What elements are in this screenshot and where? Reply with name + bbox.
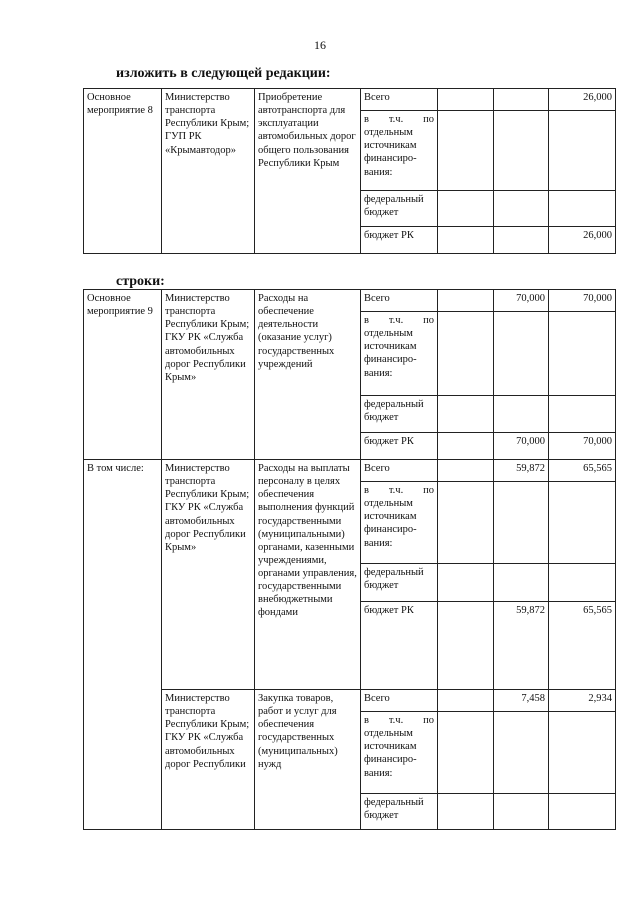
amount-cell [438, 396, 494, 433]
amount-cell [494, 227, 549, 254]
federal-label: федеральный бюджет [361, 564, 438, 602]
amount-cell [494, 482, 549, 564]
amount-cell [494, 794, 549, 830]
amount-cell: 7,458 [494, 690, 549, 712]
total-label: Всего [361, 290, 438, 312]
executor-cell: Министерство транспорта Республики Крым; ГУП РК «Крымавтодор» [162, 89, 255, 254]
amount-cell [438, 564, 494, 602]
amount-cell [549, 482, 616, 564]
rk-label: бюджет РК [361, 433, 438, 460]
amount-cell [438, 227, 494, 254]
description-cell: Закупка товаров, работ и услуг для обеспечения государственных (муниципальных) нужд [255, 690, 361, 830]
amount-cell [549, 564, 616, 602]
heading-new-edition: изложить в следующей редакции: [116, 66, 331, 81]
amount-cell [494, 712, 549, 794]
federal-label: федеральный бюджет [361, 794, 438, 830]
amount-cell [549, 312, 616, 396]
amount-cell [438, 690, 494, 712]
amount-cell [549, 191, 616, 227]
federal-label: федеральный бюджет [361, 191, 438, 227]
rk-label: бюджет РК [361, 227, 438, 254]
amount-cell: 26,000 [549, 227, 616, 254]
amount-cell [438, 290, 494, 312]
amount-cell: 65,565 [549, 460, 616, 482]
executor-cell: Министерство транспорта Республики Крым; ГКУ РК «Служба автомобильных дорог Республики [162, 690, 255, 830]
amount-cell: 59,872 [494, 460, 549, 482]
amount-cell [549, 794, 616, 830]
amount-cell [438, 312, 494, 396]
amount-cell: 26,000 [549, 89, 616, 111]
amount-cell [438, 602, 494, 690]
amount-cell [494, 564, 549, 602]
amount-cell: 70,000 [494, 290, 549, 312]
event-cell: Основное мероприятие 8 [84, 89, 162, 254]
amount-cell: 65,565 [549, 602, 616, 690]
amount-cell [438, 433, 494, 460]
by-sources-label: в т.ч. по отдельным источникам финансиро-вания: [361, 482, 438, 564]
amount-cell [549, 712, 616, 794]
amount-cell: 70,000 [549, 433, 616, 460]
total-label: Всего [361, 89, 438, 111]
amount-cell [438, 460, 494, 482]
amount-cell [438, 89, 494, 111]
amount-cell: 70,000 [494, 433, 549, 460]
description-cell: Расходы на выплаты персоналу в целях обеспечения выполнения функций государственными (муниципальными) органами, казенными учреждениями, органами управления, государственными внебюджетными фондами [255, 460, 361, 690]
executor-cell: Министерство транспорта Республики Крым; ГКУ РК «Служба автомобильных дорог Республики Крым» [162, 460, 255, 690]
event-cell: В том числе: [84, 460, 162, 830]
amount-cell [438, 111, 494, 191]
by-sources-label: в т.ч. по отдельным источникам финансиро-вания: [361, 111, 438, 191]
page-number: 16 [314, 38, 326, 52]
by-sources-label: в т.ч. по отдельным источникам финансиро-вания: [361, 312, 438, 396]
amount-cell [494, 396, 549, 433]
amount-cell: 2,934 [549, 690, 616, 712]
amount-cell [438, 712, 494, 794]
description-cell: Приобретение автотранспорта для эксплуатации автомобильных дорог общего пользования Республики Крым [255, 89, 361, 254]
amount-cell [494, 312, 549, 396]
executor-cell: Министерство транспорта Республики Крым; ГКУ РК «Служба автомобильных дорог Республики Крым» [162, 290, 255, 460]
total-label: Всего [361, 460, 438, 482]
amount-cell: 70,000 [549, 290, 616, 312]
heading-rows: строки: [116, 274, 165, 289]
budget-table-2 [83, 289, 616, 830]
amount-cell [549, 111, 616, 191]
amount-cell [494, 191, 549, 227]
amount-cell [494, 89, 549, 111]
event-cell: Основное мероприятие 9 [84, 290, 162, 460]
amount-cell [549, 396, 616, 433]
federal-label: федеральный бюджет [361, 396, 438, 433]
budget-table-1 [83, 88, 616, 254]
amount-cell [438, 794, 494, 830]
amount-cell [494, 111, 549, 191]
description-cell: Расходы на обеспечение деятельности (оказание услуг) государственных учреждений [255, 290, 361, 460]
rk-label: бюджет РК [361, 602, 438, 690]
amount-cell [438, 482, 494, 564]
amount-cell [438, 191, 494, 227]
total-label: Всего [361, 690, 438, 712]
by-sources-label: в т.ч. по отдельным источникам финансиро-вания: [361, 712, 438, 794]
amount-cell: 59,872 [494, 602, 549, 690]
